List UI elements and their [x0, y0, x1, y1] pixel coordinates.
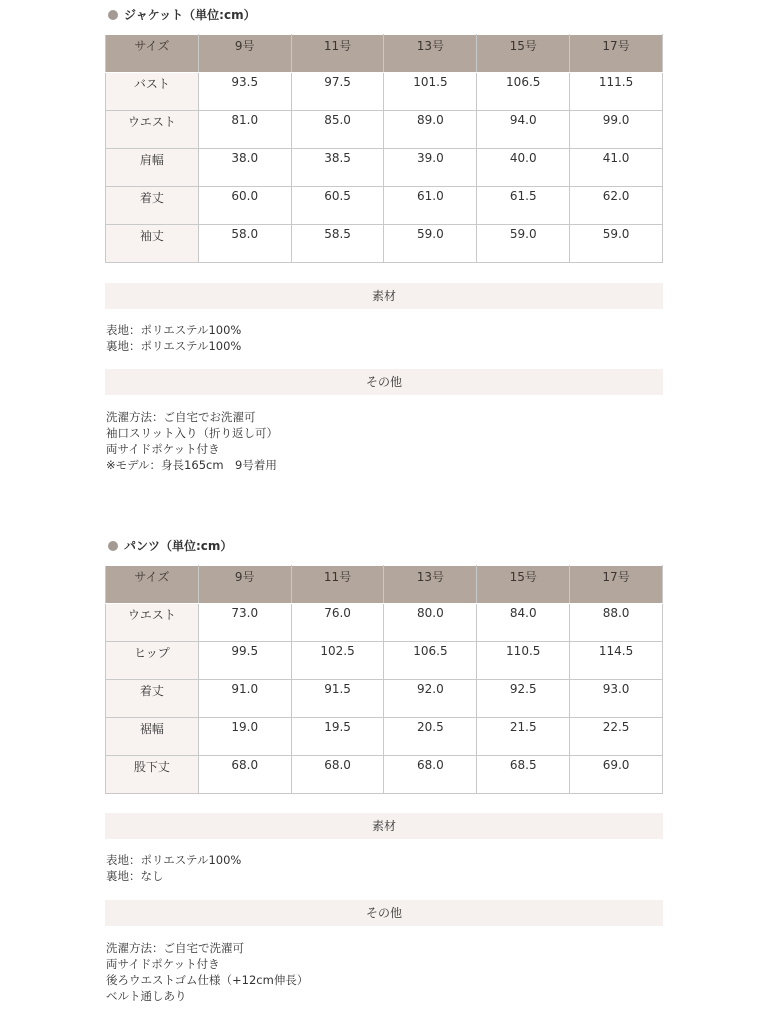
table-cell: 41.0	[570, 149, 663, 187]
table-cell: 40.0	[477, 149, 570, 187]
table-cell: 60.5	[291, 187, 384, 225]
table-cell: 58.5	[291, 225, 384, 263]
row-label: 股下丈	[106, 756, 199, 794]
table-header-row	[106, 566, 663, 604]
jacket-other-heading: その他	[105, 369, 663, 395]
row-label: バスト	[106, 73, 199, 111]
text-line: 袖口スリット入り（折り返し可）	[106, 426, 279, 440]
text-line: 洗濯方法：ご自宅でお洗濯可	[106, 410, 256, 424]
header-cell: 11号	[291, 566, 384, 604]
row-label: 着丈	[106, 680, 199, 718]
table-cell: 60.0	[198, 187, 291, 225]
text-line: 裏地：なし	[106, 869, 164, 883]
table-cell: 21.5	[477, 718, 570, 756]
table-cell: 38.0	[198, 149, 291, 187]
table-cell: 22.5	[570, 718, 663, 756]
jacket-other-text	[106, 409, 278, 473]
row-label: ヒップ	[106, 642, 199, 680]
header-cell: 17号	[570, 566, 663, 604]
table-cell: 59.0	[477, 225, 570, 263]
header-cell: 9号	[198, 35, 291, 73]
table-cell: 19.0	[198, 718, 291, 756]
table-cell: 97.5	[291, 73, 384, 111]
table-cell: 38.5	[291, 149, 384, 187]
text-line: 後ろウエストゴム仕様（+12cm伸長）	[106, 973, 309, 987]
table-row	[106, 149, 663, 187]
table-row	[106, 111, 663, 149]
table-row	[106, 225, 663, 263]
pants-section-title: パンツ（単位:cm）	[108, 538, 232, 554]
header-cell: 9号	[198, 566, 291, 604]
table-row	[106, 187, 663, 225]
table-cell: 68.0	[291, 756, 384, 794]
table-cell: 68.0	[198, 756, 291, 794]
row-label: 肩幅	[106, 149, 199, 187]
pants-size-table	[105, 565, 663, 794]
row-label: 裾幅	[106, 718, 199, 756]
table-cell: 93.5	[198, 73, 291, 111]
jacket-section-title: ジャケット（単位:cm）	[108, 7, 256, 23]
table-row	[106, 718, 663, 756]
row-label: 袖丈	[106, 225, 199, 263]
table-cell: 92.5	[477, 680, 570, 718]
text-line: 表地：ポリエステル100%	[106, 853, 242, 867]
table-cell: 94.0	[477, 111, 570, 149]
header-cell: サイズ	[106, 566, 199, 604]
table-cell: 89.0	[384, 111, 477, 149]
row-label: ウエスト	[106, 604, 199, 642]
header-cell: 15号	[477, 566, 570, 604]
table-cell: 76.0	[291, 604, 384, 642]
table-cell: 110.5	[477, 642, 570, 680]
table-cell: 20.5	[384, 718, 477, 756]
bullet-dot-icon	[108, 541, 118, 551]
table-cell: 73.0	[198, 604, 291, 642]
jacket-material-text	[106, 322, 241, 354]
table-row	[106, 756, 663, 794]
table-cell: 91.5	[291, 680, 384, 718]
text-line: 両サイドポケット付き	[106, 442, 220, 456]
table-cell: 61.5	[477, 187, 570, 225]
jacket-material-heading: 素材	[105, 283, 663, 309]
row-label: ウエスト	[106, 111, 199, 149]
table-cell: 88.0	[570, 604, 663, 642]
table-cell: 101.5	[384, 73, 477, 111]
table-cell: 85.0	[291, 111, 384, 149]
table-row	[106, 680, 663, 718]
table-cell: 58.0	[198, 225, 291, 263]
text-line: ベルト通しあり	[106, 989, 187, 1003]
header-cell: 17号	[570, 35, 663, 73]
table-cell: 68.0	[384, 756, 477, 794]
table-cell: 102.5	[291, 642, 384, 680]
pants-other-text	[106, 940, 308, 1004]
table-cell: 91.0	[198, 680, 291, 718]
text-line: ※モデル：身長165cm 9号着用	[106, 458, 277, 472]
jacket-size-table	[105, 34, 663, 263]
table-cell: 62.0	[570, 187, 663, 225]
table-row	[106, 604, 663, 642]
table-cell: 106.5	[477, 73, 570, 111]
header-cell: 13号	[384, 35, 477, 73]
table-header-row	[106, 35, 663, 73]
table-cell: 68.5	[477, 756, 570, 794]
table-row	[106, 642, 663, 680]
text-line: 洗濯方法：ご自宅で洗濯可	[106, 941, 244, 955]
table-cell: 61.0	[384, 187, 477, 225]
table-cell: 39.0	[384, 149, 477, 187]
table-cell: 106.5	[384, 642, 477, 680]
pants-other-heading: その他	[105, 900, 663, 926]
table-cell: 93.0	[570, 680, 663, 718]
pants-material-heading: 素材	[105, 813, 663, 839]
table-cell: 59.0	[570, 225, 663, 263]
table-cell: 99.5	[198, 642, 291, 680]
table-cell: 92.0	[384, 680, 477, 718]
table-cell: 111.5	[570, 73, 663, 111]
table-cell: 114.5	[570, 642, 663, 680]
pants-material-text	[106, 852, 241, 884]
table-cell: 69.0	[570, 756, 663, 794]
text-line: 両サイドポケット付き	[106, 957, 220, 971]
table-cell: 19.5	[291, 718, 384, 756]
header-cell: サイズ	[106, 35, 199, 73]
table-cell: 81.0	[198, 111, 291, 149]
text-line: 表地：ポリエステル100%	[106, 323, 242, 337]
table-cell: 84.0	[477, 604, 570, 642]
header-cell: 15号	[477, 35, 570, 73]
text-line: 裏地：ポリエステル100%	[106, 339, 242, 353]
table-cell: 80.0	[384, 604, 477, 642]
table-cell: 59.0	[384, 225, 477, 263]
row-label: 着丈	[106, 187, 199, 225]
header-cell: 11号	[291, 35, 384, 73]
bullet-dot-icon	[108, 10, 118, 20]
header-cell: 13号	[384, 566, 477, 604]
table-cell: 99.0	[570, 111, 663, 149]
table-row	[106, 73, 663, 111]
